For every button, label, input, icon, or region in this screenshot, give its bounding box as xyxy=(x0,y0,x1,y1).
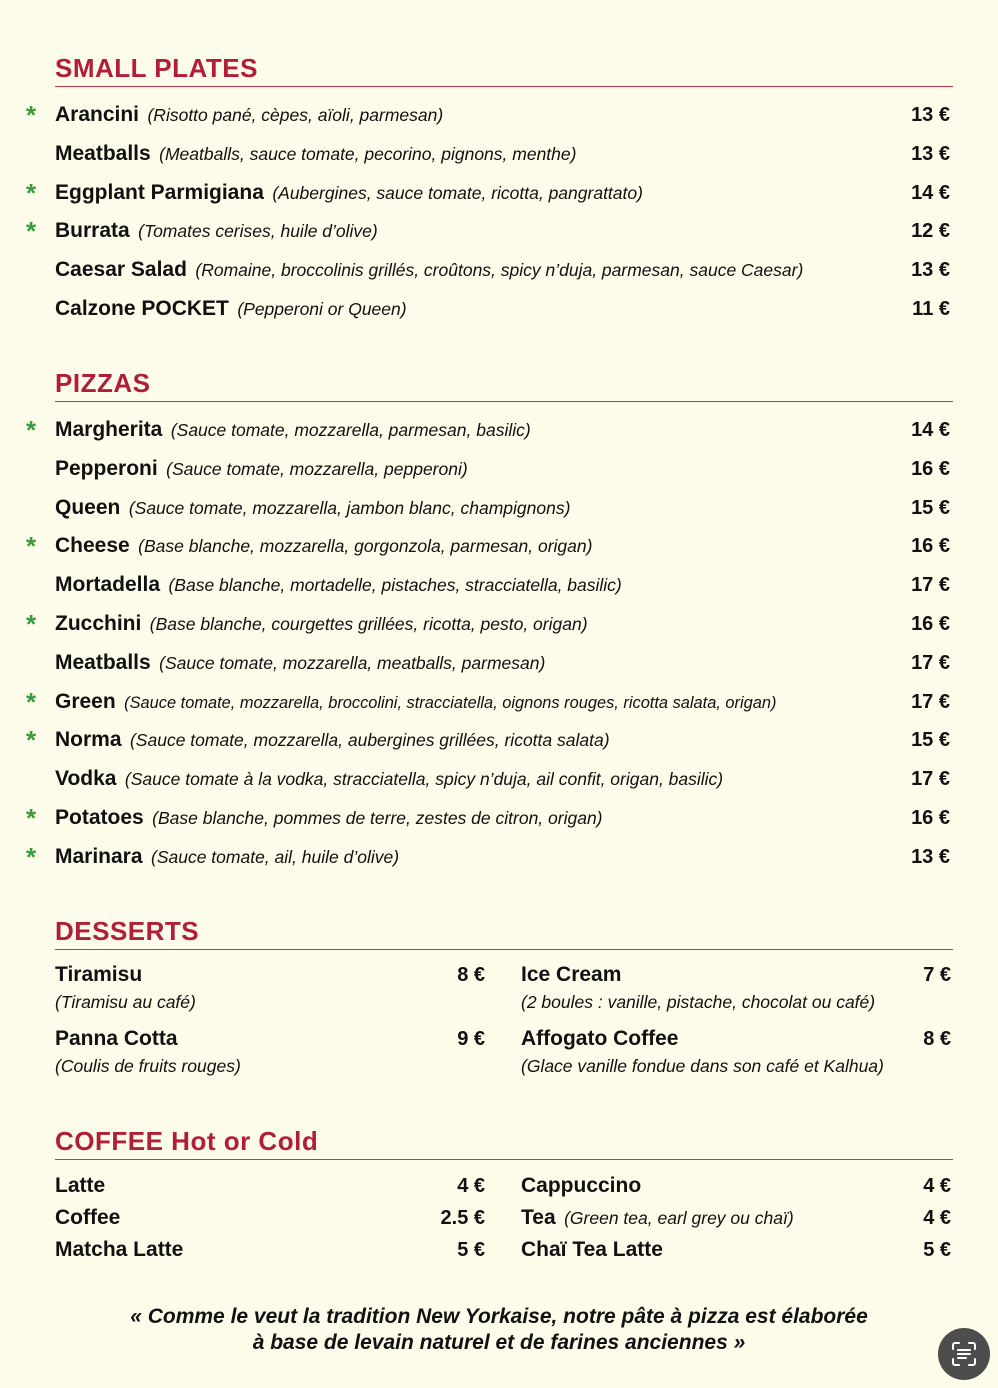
item-price: 8 € xyxy=(923,1028,951,1050)
coffee-item xyxy=(521,1234,951,1266)
item-name: Tea xyxy=(521,1206,556,1229)
quote-line-1: « Comme le veut la tradition New Yorkaise, notre pâte à pizza est élaborée xyxy=(130,1305,868,1328)
item-price: 14 € xyxy=(911,181,950,204)
menu-item xyxy=(26,799,953,838)
item-name: Queen xyxy=(55,495,121,519)
item-price: 17 € xyxy=(911,574,950,597)
small-plates-section xyxy=(26,50,953,329)
item-price: 12 € xyxy=(911,220,950,243)
item-description: (Pepperoni or Queen) xyxy=(237,298,407,319)
item-description: (Sauce tomate, mozzarella, meatballs, parmesan) xyxy=(159,652,546,673)
item-price: 14 € xyxy=(911,419,950,441)
item-name: Calzone POCKET xyxy=(55,296,229,320)
item-price: 16 € xyxy=(911,806,950,829)
item-description: (Sauce tomate, ail, huile d’olive) xyxy=(151,846,400,867)
menu-item xyxy=(55,290,953,329)
item-name: Vodka xyxy=(55,767,117,791)
item-price: 5 € xyxy=(923,1239,951,1261)
menu-item xyxy=(26,683,953,722)
dessert-item xyxy=(521,960,951,1024)
item-price: 9 € xyxy=(457,1028,485,1050)
item-price: 8 € xyxy=(457,964,485,986)
item-price: 13 € xyxy=(911,845,950,868)
vegetarian-icon: * xyxy=(26,415,37,445)
menu-item xyxy=(26,212,953,251)
item-description: (Base blanche, pommes de terre, zestes de citron, origan) xyxy=(152,807,603,828)
item-name: Green xyxy=(55,689,116,713)
item-name: Chaï Tea Latte xyxy=(521,1238,663,1261)
item-description: (Romaine, broccolinis grillés, croûtons, spicy n’duja, parmesan, sauce Caesar) xyxy=(195,260,804,281)
item-description: (Meatballs, sauce tomate, pecorino, pignons, menthe) xyxy=(159,143,577,164)
vegetarian-icon: * xyxy=(26,608,37,639)
item-price: 17 € xyxy=(911,768,950,791)
item-price: 16 € xyxy=(911,612,950,635)
item-name: Meatballs xyxy=(55,141,151,165)
vegetarian-icon: * xyxy=(26,100,37,130)
coffee-item xyxy=(521,1170,951,1202)
item-name: Pepperoni xyxy=(55,456,158,480)
menu-item xyxy=(26,96,953,135)
vegetarian-icon: * xyxy=(26,686,37,717)
item-description: (Tiramisu au café) xyxy=(55,992,196,1012)
menu-item xyxy=(55,760,953,799)
menu-item xyxy=(26,527,953,566)
desserts-right-column xyxy=(521,960,951,1088)
coffee-right-column xyxy=(521,1170,951,1266)
menu-item xyxy=(55,135,953,174)
coffee-left-column xyxy=(55,1170,485,1266)
dessert-item xyxy=(55,1024,485,1088)
vegetarian-icon: * xyxy=(26,216,37,247)
menu-item xyxy=(26,605,953,644)
item-name: Cappuccino xyxy=(521,1174,642,1197)
item-description: (Green tea, earl grey ou chaï) xyxy=(564,1208,794,1228)
item-price: 15 € xyxy=(911,496,950,519)
section-title: SMALL PLATES xyxy=(55,50,953,87)
item-name: Potatoes xyxy=(55,805,144,829)
item-name: Cheese xyxy=(55,534,130,558)
dessert-item xyxy=(55,960,485,1024)
section-title: DESSERTS xyxy=(55,913,953,950)
menu-item xyxy=(26,838,953,877)
item-price: 17 € xyxy=(911,690,950,713)
section-title: COFFEE Hot or Cold xyxy=(55,1123,953,1160)
item-description: (Base blanche, mortadelle, pistaches, stracciatella, basilic) xyxy=(168,575,622,596)
menu-item xyxy=(55,450,953,489)
item-description: (Aubergines, sauce tomate, ricotta, pangrattato) xyxy=(272,182,643,203)
desserts-section xyxy=(55,913,953,1088)
menu-item xyxy=(26,174,953,213)
coffee-item xyxy=(521,1202,951,1234)
item-description: (Sauce tomate, mozzarella, parmesan, basilic) xyxy=(170,420,531,440)
item-name: Matcha Latte xyxy=(55,1238,184,1261)
menu-item xyxy=(26,411,953,450)
vegetarian-icon: * xyxy=(26,177,37,208)
item-price: 4 € xyxy=(457,1175,485,1197)
item-price: 7 € xyxy=(923,964,951,986)
item-name: Arancini xyxy=(55,103,140,126)
item-name: Panna Cotta xyxy=(55,1027,178,1050)
item-description: (2 boules : vanille, pistache, chocolat ou café) xyxy=(521,992,876,1012)
menu-item xyxy=(26,721,953,760)
coffee-item xyxy=(55,1234,485,1266)
text-scan-button[interactable] xyxy=(938,1328,990,1380)
item-name: Marinara xyxy=(55,844,143,868)
section-title: PIZZAS xyxy=(55,365,953,402)
menu-item xyxy=(55,644,953,683)
item-price: 13 € xyxy=(911,259,950,282)
item-price: 11 € xyxy=(912,297,950,320)
item-name: Meatballs xyxy=(55,650,151,674)
item-name: Margherita xyxy=(55,418,163,441)
item-name: Burrata xyxy=(55,219,130,243)
item-price: 4 € xyxy=(923,1207,951,1229)
item-name: Coffee xyxy=(55,1206,121,1229)
footer-quote xyxy=(0,1304,998,1356)
item-description: (Sauce tomate, mozzarella, aubergines grillées, ricotta salata) xyxy=(129,730,610,751)
item-description: (Base blanche, courgettes grillées, ricotta, pesto, origan) xyxy=(149,613,588,634)
item-description: (Coulis de fruits rouges) xyxy=(55,1056,241,1076)
menu-item xyxy=(55,566,953,605)
item-price: 4 € xyxy=(923,1175,951,1197)
vegetarian-icon: * xyxy=(26,802,37,833)
item-description: (Sauce tomate, mozzarella, pepperoni) xyxy=(166,458,468,479)
menu-item xyxy=(55,251,953,290)
vegetarian-icon: * xyxy=(26,725,37,756)
item-price: 2.5 € xyxy=(440,1207,485,1229)
item-name: Latte xyxy=(55,1174,106,1197)
menu-item xyxy=(55,489,953,528)
item-price: 13 € xyxy=(911,142,950,165)
item-name: Ice Cream xyxy=(521,963,622,986)
item-price: 17 € xyxy=(911,651,950,674)
item-name: Norma xyxy=(55,728,122,752)
item-price: 15 € xyxy=(911,729,950,752)
item-description: (Risotto pané, cèpes, aïoli, parmesan) xyxy=(147,105,444,125)
item-name: Affogato Coffee xyxy=(521,1027,679,1050)
quote-line-2: à base de levain naturel et de farines anciennes » xyxy=(252,1331,746,1354)
desserts-left-column xyxy=(55,960,485,1088)
pizzas-section xyxy=(26,365,953,877)
item-description: (Tomates cerises, huile d’olive) xyxy=(138,221,378,242)
item-name: Tiramisu xyxy=(55,963,143,986)
item-price: 16 € xyxy=(911,535,950,558)
item-description: (Sauce tomate, mozzarella, jambon blanc, champignons) xyxy=(128,497,571,518)
text-scan-icon xyxy=(950,1340,978,1368)
vegetarian-icon: * xyxy=(26,531,37,562)
item-description: (Glace vanille fondue dans son café et Kalhua) xyxy=(521,1056,884,1076)
item-name: Mortadella xyxy=(55,573,161,597)
item-name: Eggplant Parmigiana xyxy=(55,180,264,204)
item-name: Caesar Salad xyxy=(55,258,187,282)
item-description: (Sauce tomate, mozzarella, broccolini, stracciatella, oignons rouges, ricotta salata, origan) xyxy=(124,693,777,712)
item-name: Zucchini xyxy=(55,611,142,635)
item-description: (Sauce tomate à la vodka, stracciatella, spicy n’duja, ail confit, origan, basilic) xyxy=(124,769,724,790)
dessert-item xyxy=(521,1024,951,1088)
item-price: 13 € xyxy=(911,104,950,126)
item-price: 16 € xyxy=(911,457,950,480)
coffee-item xyxy=(55,1202,485,1234)
coffee-item xyxy=(55,1170,485,1202)
vegetarian-icon: * xyxy=(26,841,37,872)
item-description: (Base blanche, mozzarella, gorgonzola, parmesan, origan) xyxy=(138,536,593,557)
item-price: 5 € xyxy=(457,1239,485,1261)
coffee-section xyxy=(55,1123,953,1266)
